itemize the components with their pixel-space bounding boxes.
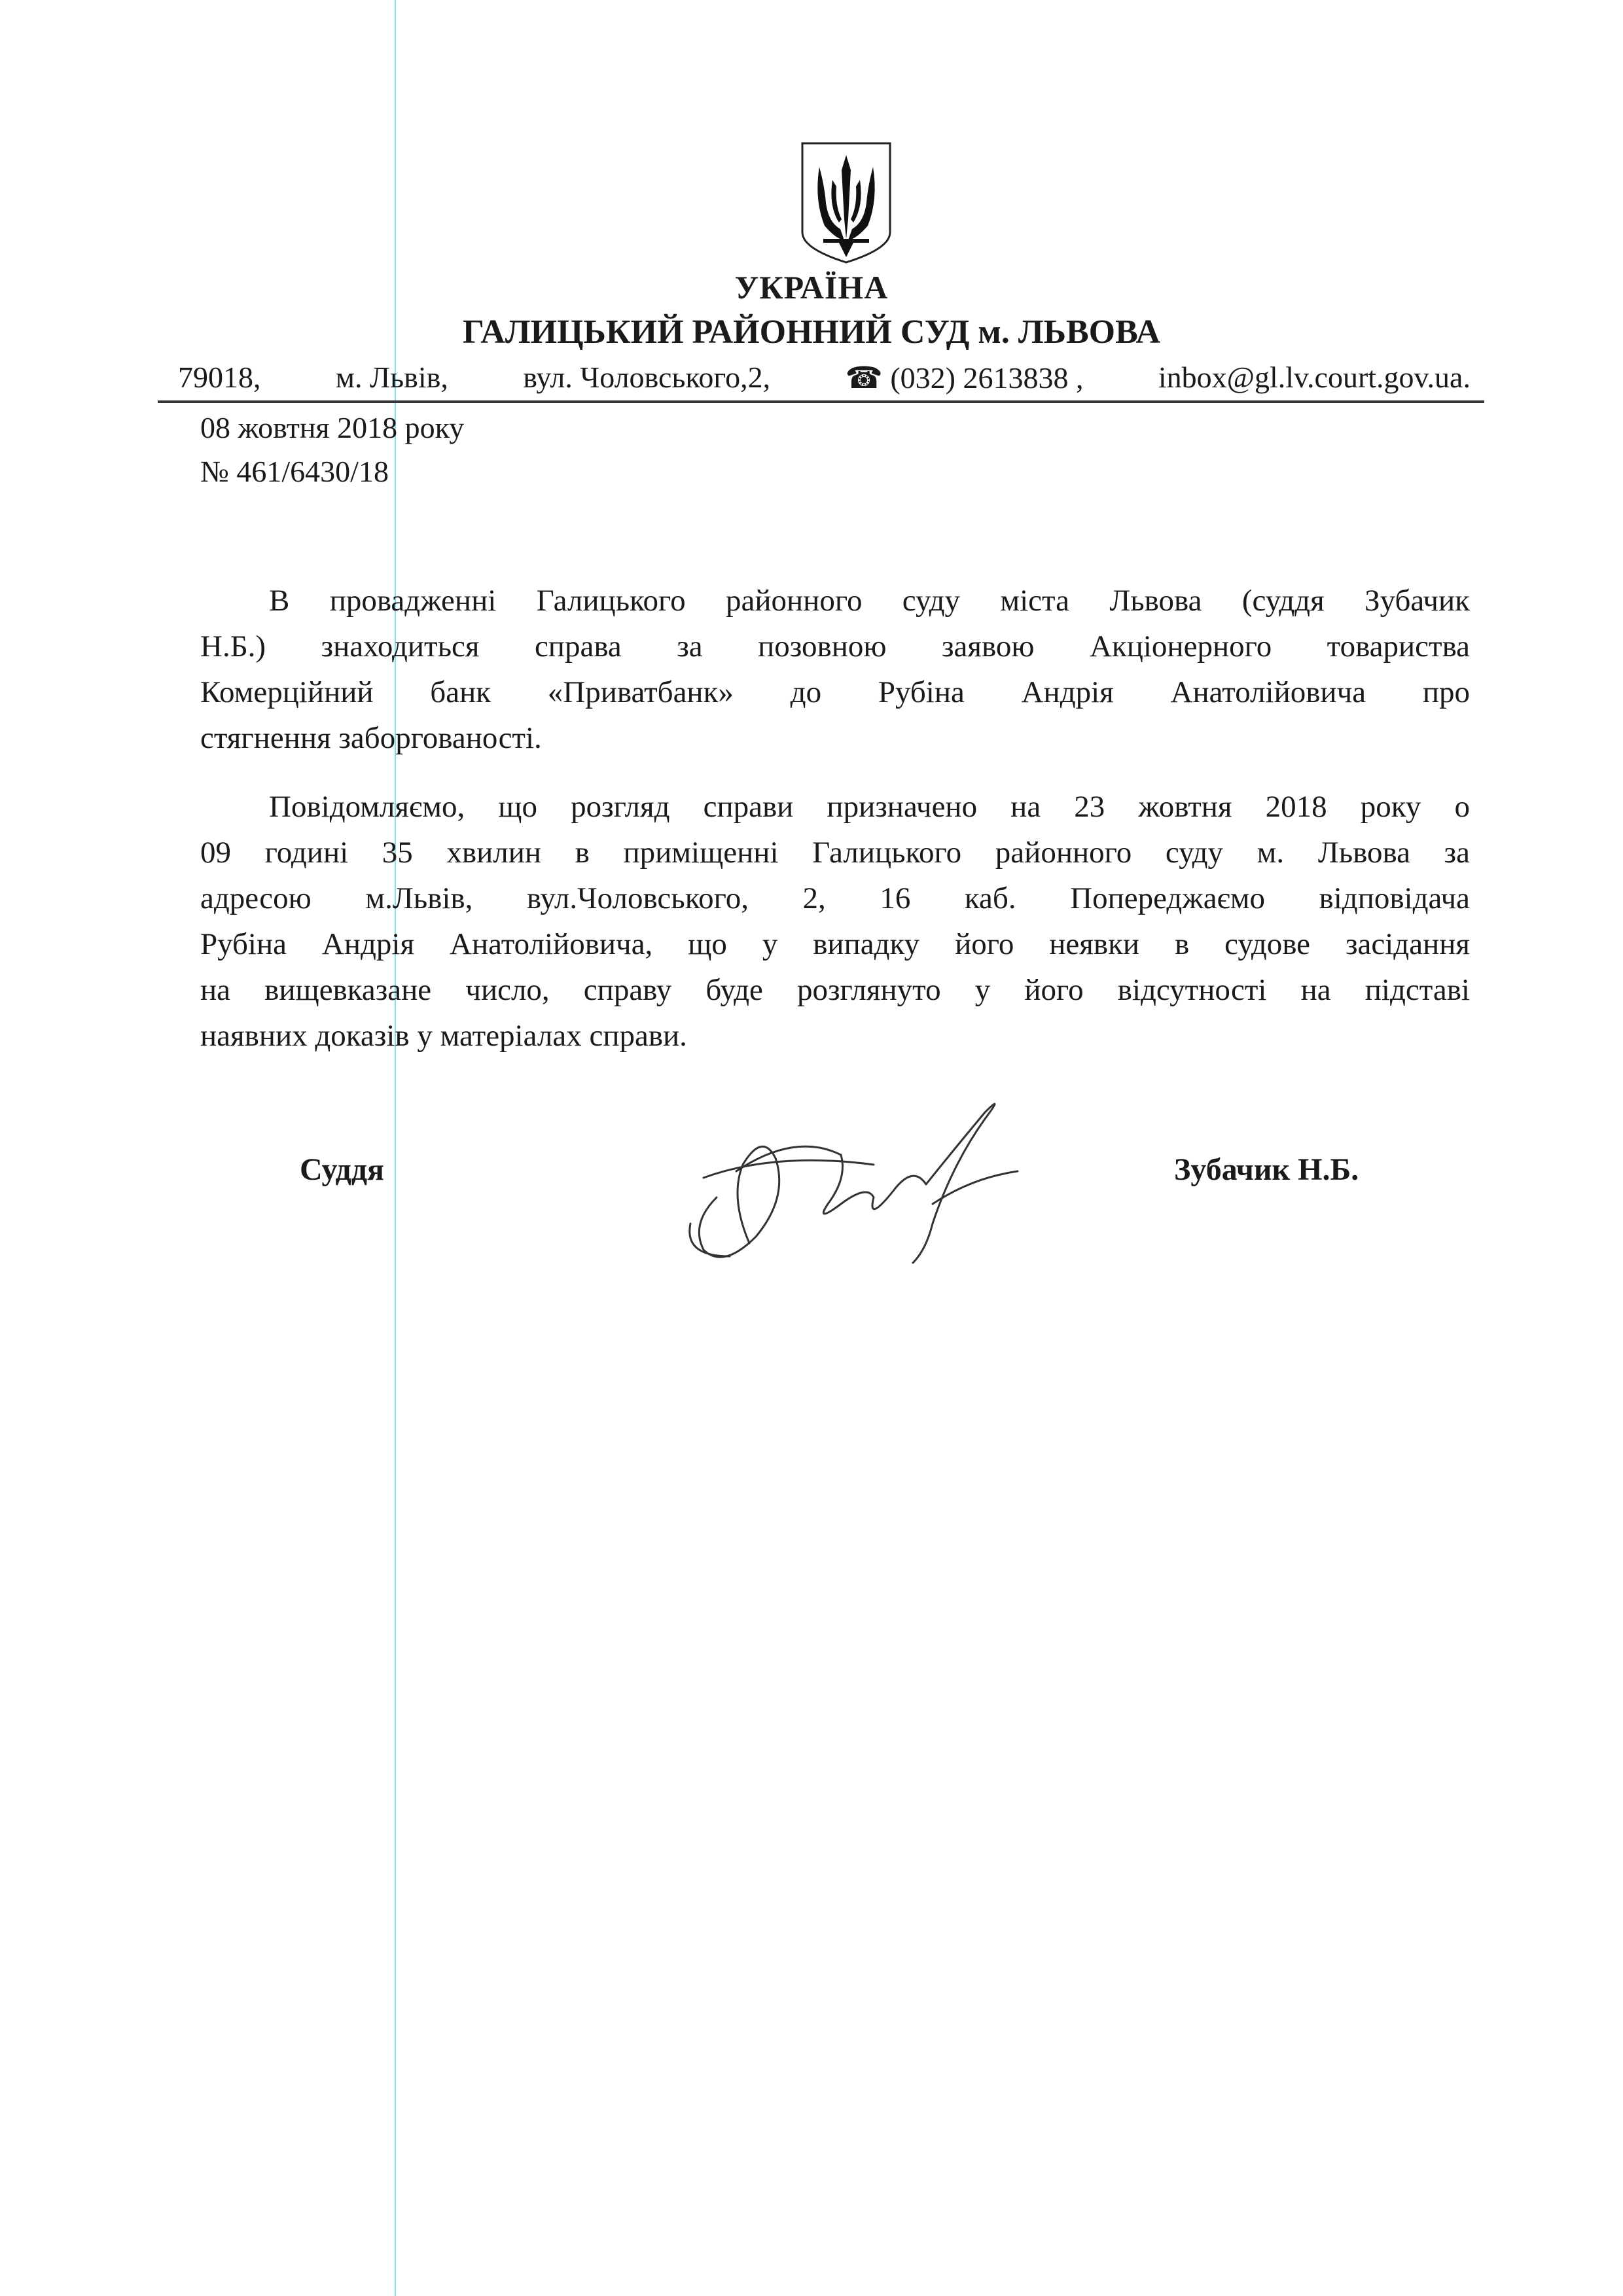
text-line: Н.Б.) знаходиться справа за позовною заявою Акціонерного товариства [200, 629, 1470, 663]
paragraph-1 [200, 578, 1470, 761]
text-line: В провадженні Галицького районного суду міста Львова (суддя Зубачик [269, 584, 1470, 618]
handwritten-signature [677, 1093, 1024, 1276]
paragraph-2 [200, 784, 1470, 1059]
text-line: Комерційний банк «Приватбанк» до Рубіна Андрія Анатолійовича про [200, 675, 1470, 709]
text-line: 09 годині 35 хвилин в приміщенні Галицького районного суду м. Львова за [200, 836, 1470, 870]
signatory-title: Суддя [300, 1152, 384, 1187]
text-line: на вищевказане число, справу буде розглянуто у його відсутності на підставі [200, 973, 1470, 1007]
court-address-line [178, 360, 1471, 395]
text-line: наявних доказів у матеріалах справи. [200, 1019, 687, 1053]
coat-of-arms-icon [800, 141, 893, 265]
text-line: адресою м.Львів, вул.Чоловського, 2, 16 каб. Попереджаємо відповідача [200, 881, 1470, 915]
text-line: стягнення заборгованості. [200, 721, 542, 755]
court-name-heading: ГАЛИЦЬКИЙ РАЙОННИЙ СУД м. ЛЬВОВА [462, 313, 1161, 351]
case-number: № 461/6430/18 [200, 455, 389, 488]
telephone-icon: ☎ [845, 361, 883, 395]
letter-date: 08 жовтня 2018 року [200, 411, 465, 444]
text-line: Повідомляємо, що розгляд справи призначено на 23 жовтня 2018 року о [269, 790, 1470, 824]
phone: ☎ (032) 2613838 , [845, 361, 1084, 395]
city: м. Львів, [335, 361, 448, 394]
street: вул. Чоловського,2, [523, 361, 771, 394]
country-heading: УКРАЇНА [734, 269, 889, 306]
signatory-name: Зубачик Н.Б. [1174, 1152, 1359, 1187]
email-link[interactable]: inbox@gl.lv.court.gov.ua. [1158, 361, 1471, 394]
text-line: Рубіна Андрія Анатолійовича, що у випадку його неявки в судове засідання [200, 927, 1470, 961]
postcode: 79018, [178, 361, 261, 394]
header-divider [158, 400, 1484, 403]
